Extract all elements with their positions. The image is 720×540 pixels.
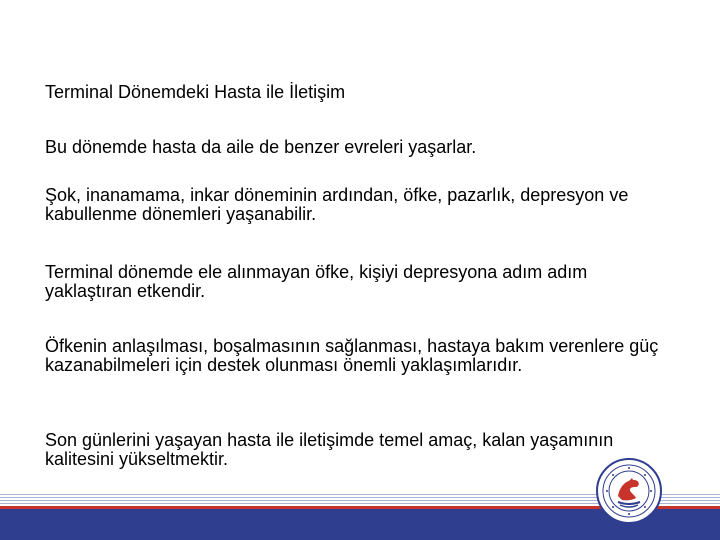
paragraph-1: Bu dönemde hasta da aile de benzer evreleri yaşarlar. — [45, 137, 477, 157]
paragraph-5: Son günlerini yaşayan hasta ile iletişimde temel amaç, kalan yaşamının kalitesini yükseltmektir. — [45, 430, 614, 469]
slide-title: Terminal Dönemdeki Hasta ile İletişim — [45, 82, 346, 102]
university-seal-icon — [596, 458, 662, 524]
paragraph-4: Öfkenin anlaşılması, boşalmasının sağlanması, hastaya bakım verenlere güç kazanabilmeleri için destek olunması önemli yaklaşımlarıdır. — [45, 336, 659, 375]
paragraph-3: Terminal dönemde ele alınmayan öfke, kişiyi depresyona adım adım yaklaştıran etkendir. — [45, 262, 588, 301]
paragraph-2: Şok, inanamama, inkar döneminin ardından, öfke, pazarlık, depresyon ve kabullenme dönemleri yaşanabilir. — [45, 185, 629, 224]
